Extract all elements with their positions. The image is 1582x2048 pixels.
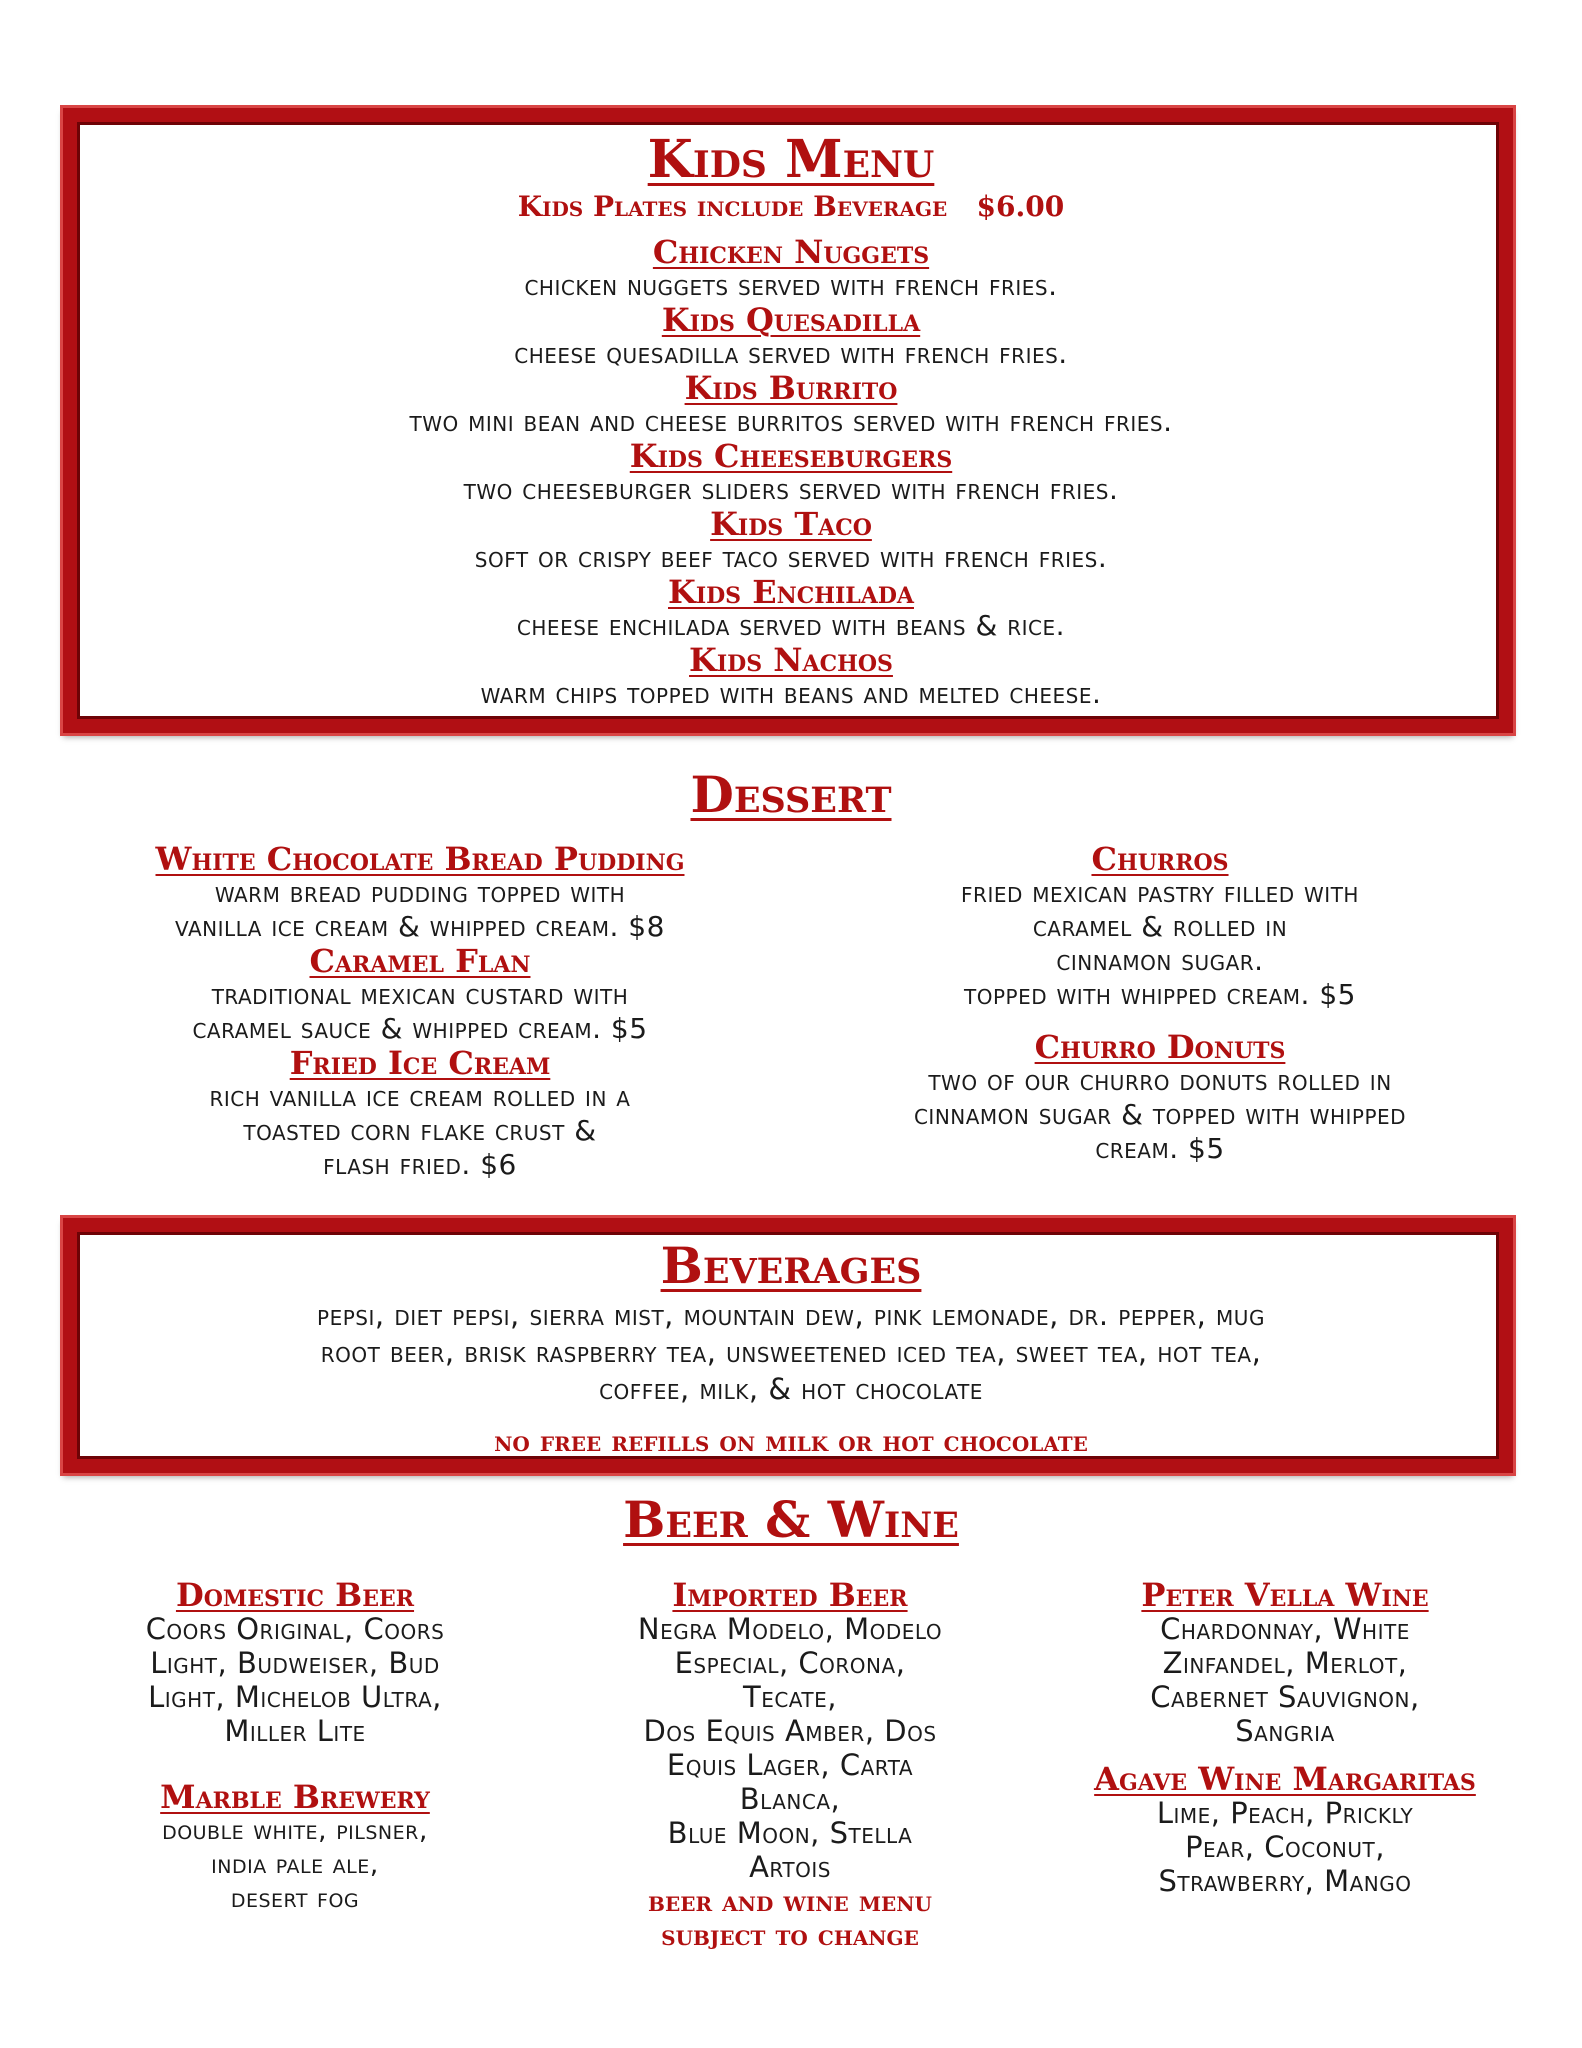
menu-item-description: fried mexican pastry filled with caramel & rolled in cinnamon sugar. topped with whipped cream. $5: [961, 876, 1359, 1011]
menu-item-description: warm chips topped with beans and melted cheese.: [480, 677, 1102, 710]
menu-item: [60, 1046, 780, 1182]
imported-beer-desc: Negra Modelo, Modelo Especial, Corona, Tecate, Dos Equis Amber, Dos Equis Lager, Carta Blanca, Blue Moon, Stella Artois: [637, 1612, 943, 1884]
beverages-refill-note: no free refills on milk or hot chocolate: [494, 1424, 1088, 1458]
menu-item: [0, 303, 1582, 371]
menu-item: [0, 575, 1582, 643]
menu-item-name: Churro Donuts: [1034, 1028, 1286, 1066]
menu-item-name: Kids Taco: [710, 505, 872, 543]
menu-item: [0, 235, 1582, 303]
agave-margaritas-name: Agave Wine Margaritas: [1094, 1760, 1476, 1798]
menu-item: [60, 944, 780, 1046]
kids-menu-items: [0, 235, 1582, 711]
menu-item: [0, 507, 1582, 575]
marble-brewery-desc: double white, pilsner, india pale ale, desert fog: [162, 1815, 428, 1914]
menu-item-name: Kids Enchilada: [668, 573, 914, 611]
dessert-title: Dessert: [690, 765, 892, 824]
menu-item: [810, 842, 1510, 1012]
menu-item-name: Kids Quesadilla: [661, 301, 921, 339]
menu-item-description: two of our churro donuts rolled in cinnamon sugar & topped with whipped cream. $5: [913, 1064, 1407, 1165]
menu-item-name: Caramel Flan: [309, 942, 531, 980]
peter-vella-wine-name: Peter Vella Wine: [1141, 1576, 1429, 1614]
beverages-list: pepsi, diet pepsi, sierra mist, mountain dew, pink lemonade, dr. pepper, mug root beer, brisk raspberry tea, unsweetened iced tea, sweet tea, hot tea, coffee, milk, & hot chocolate: [317, 1298, 1265, 1406]
menu-item-description: cheese enchilada served with beans & rice.: [516, 609, 1066, 642]
menu-item-description: two cheeseburger sliders served with french fries.: [463, 473, 1119, 506]
agave-margaritas-desc: Lime, Peach, Prickly Pear, Coconut, Strawberry, Mango: [1156, 1796, 1414, 1898]
domestic-beer-desc: Coors Original, Coors Light, Budweiser, Bud Light, Michelob Ultra, Miller Lite: [145, 1612, 445, 1748]
menu-item: [0, 643, 1582, 711]
imported-beer-name: Imported Beer: [672, 1576, 908, 1614]
menu-item-description: soft or crispy beef taco served with french fries.: [474, 541, 1108, 574]
kids-menu-subtitle: Kids Plates include Beverage $6.00: [517, 190, 1065, 223]
menu-item-description: chicken nuggets served with french fries.: [524, 269, 1058, 302]
menu-item: [0, 439, 1582, 507]
menu-item-description: cheese quesadilla served with french fries.: [514, 337, 1068, 370]
menu-item-description: two mini bean and cheese burritos served with french fries.: [409, 405, 1173, 438]
beer-wine-change-notice: beer and wine menu subject to change: [648, 1884, 932, 1952]
peter-vella-wine-desc: Chardonnay, White Zinfandel, Merlot, Cabernet Sauvignon, Sangria: [1150, 1612, 1420, 1748]
menu-item: [60, 842, 780, 944]
wine-column: [1050, 1578, 1520, 1898]
domestic-beer-column: [60, 1578, 530, 1916]
dessert-left-column: [60, 842, 780, 1182]
menu-item-name: Kids Burrito: [684, 369, 898, 407]
marble-brewery-name: Marble Brewery: [160, 1778, 430, 1816]
dessert-right-column: [810, 842, 1510, 1166]
imported-beer-column: [555, 1578, 1025, 1952]
kids-menu-title: Kids Menu: [647, 129, 935, 190]
menu-item-name: Kids Nachos: [689, 641, 893, 679]
menu-item: [0, 371, 1582, 439]
menu-item-name: Chicken Nuggets: [652, 233, 930, 271]
menu-item-name: Churros: [1091, 840, 1229, 878]
beverages-title: Beverages: [660, 1236, 922, 1295]
menu-item-name: White Chocolate Bread Pudding: [155, 840, 685, 878]
domestic-beer-name: Domestic Beer: [175, 1576, 415, 1614]
menu-item-description: warm bread pudding topped with vanilla ice cream & whipped cream. $8: [175, 876, 665, 943]
beer-wine-title: Beer & Wine: [623, 1490, 959, 1549]
menu-item-name: Fried Ice Cream: [289, 1044, 551, 1082]
menu-item: [810, 1030, 1510, 1166]
menu-item-name: Kids Cheeseburgers: [629, 437, 953, 475]
menu-item-description: traditional mexican custard with caramel sauce & whipped cream. $5: [192, 978, 648, 1045]
menu-item-description: rich vanilla ice cream rolled in a toasted corn flake crust & flash fried. $6: [209, 1080, 631, 1181]
